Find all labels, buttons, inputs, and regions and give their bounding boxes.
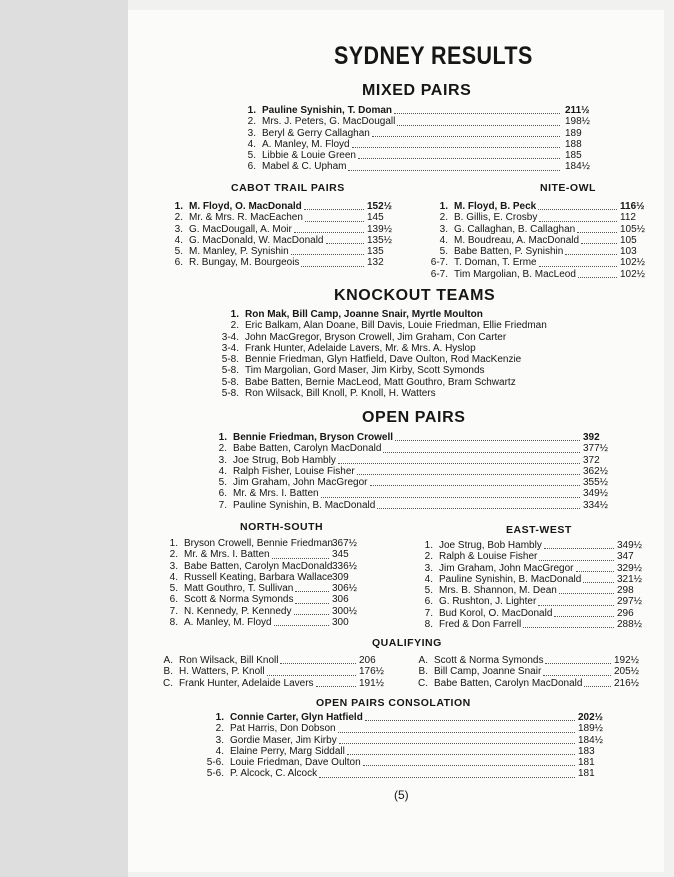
result-score: 112 [620,212,636,224]
result-score: 184½ [565,161,591,173]
result-rank: 1. [174,201,183,212]
dot-leader [280,663,356,664]
result-names: Eric Balkam, Alan Doane, Bill Davis, Louie Friedman, Ellie Friedman [245,320,547,332]
result-rank: 2. [215,723,224,735]
result-names: G. Rushton, J. Lighter [439,596,537,608]
result-rank: 4. [247,138,256,150]
east-west-heading: EAST-WEST [506,524,572,536]
knockout-heading: KNOCKOUT TEAMS [334,287,496,304]
result-rank: 5-8. [221,365,239,377]
result-names: Babe Batten, Carolyn MacDonald [184,560,333,572]
result-names: G. MacDougall, A. Moir [189,223,292,235]
result-score: 152½ [367,201,393,212]
result-rank: 5-6. [206,757,224,769]
dot-leader [294,614,329,615]
result-rank: 3. [247,127,256,139]
dot-leader [267,675,356,676]
result-score: 135 [367,246,384,258]
result-rank: 1. [439,201,448,212]
result-names: Louie Friedman, Dave Oulton [230,757,361,769]
result-score: 189 [565,127,582,139]
result-names: Ron Wilsack, Bill Knoll [179,655,279,666]
result-names: Fred & Don Farrell [439,619,522,631]
result-rank: 3-4. [221,342,239,354]
qualifying-heading: QUALIFYING [372,637,442,649]
result-score: 367½ [332,538,358,549]
result-rank: A. [163,655,173,666]
result-rank: 4. [424,573,433,585]
result-rank: 5. [169,583,178,595]
result-score: 102½ [620,257,646,269]
result-names: M. Manley, P. Synishin [189,246,289,258]
dot-leader [295,603,329,604]
result-score: 345 [332,549,349,561]
result-score: 349½ [617,540,643,551]
result-score: 116½ [620,201,645,212]
result-score: 198½ [565,116,591,128]
result-names: Pat Harris, Don Dobson [230,723,336,735]
result-score: 392 [583,432,600,443]
result-rank: 7. [218,499,227,511]
result-score: 306 [332,594,349,606]
dot-leader [395,440,580,441]
result-names: B. Gillis, E. Crosby [454,212,538,224]
page-number: (5) [394,788,409,802]
result-score: 192½ [614,655,640,666]
dot-leader [539,221,617,222]
result-rank: 2. [439,212,448,224]
result-names: Bennie Friedman, Glyn Hatfield, Dave Oulton, Rod MacKenzie [245,354,522,366]
result-names: M. Floyd, O. MacDonald [189,201,302,212]
dot-leader [338,732,575,733]
result-score: 296 [617,607,634,619]
dot-leader [539,266,617,267]
result-names: Ralph Fisher, Louise Fisher [233,465,355,477]
result-names: Gordie Maser, Jim Kirby [230,734,337,746]
result-names: Joe Strug, Bob Hambly [233,454,336,466]
result-rank: 2. [424,551,433,563]
result-rank: C. [418,677,428,689]
result-score: 105 [620,234,637,246]
result-rank: B. [163,666,173,678]
result-rank: 5-8. [221,354,239,366]
result-rank: 1. [218,432,227,443]
result-rank: 6. [424,596,433,608]
result-names: Elaine Perry, Marg Siddall [230,745,345,757]
result-names: P. Alcock, C. Alcock [230,768,318,780]
cabot-trail-heading: CABOT TRAIL PAIRS [231,182,345,194]
result-score: 349½ [583,488,609,500]
result-rank: 1. [215,712,224,723]
result-score: 191½ [359,677,385,689]
result-score: 329½ [617,562,643,574]
result-score: 321½ [617,573,643,585]
result-score: 300½ [332,605,358,617]
open-pairs-heading: OPEN PAIRS [362,409,466,426]
result-names: A. Manley, M. Floyd [184,617,272,629]
dot-leader [559,593,614,594]
result-score: 205½ [614,666,640,678]
result-names: Libbie & Louie Green [262,150,356,162]
result-rank: 7. [169,605,178,617]
result-rank: 5. [218,477,227,489]
result-names: Bryson Crowell, Bennie Friedman [184,538,333,549]
result-rank: 4. [218,465,227,477]
result-names: Bill Camp, Joanne Snair [434,666,542,678]
result-score: 132 [367,257,384,269]
result-names: Ron Wilsack, Bill Knoll, P. Knoll, H. Watters [245,388,436,400]
dot-leader [348,170,560,171]
result-score: 347 [617,551,634,563]
result-names: Tim Margolian, Gord Maser, Jim Kirby, Scott Symonds [245,365,485,377]
result-rank: 4. [439,234,448,246]
result-rank: 3. [174,223,183,235]
result-score: 139½ [367,223,393,235]
result-rank: 5. [174,246,183,258]
result-names: Babe Batten, Carolyn MacDonald [434,677,583,689]
result-names: Mr. & Mrs. R. MacEachen [189,212,303,224]
dot-leader [272,558,329,559]
result-rank: 4. [169,571,178,583]
result-rank: 1. [247,105,256,116]
result-rank: 5-6. [206,768,224,780]
result-names: Frank Hunter, Adelaide Lavers [179,677,314,689]
dot-leader [577,232,617,233]
result-score: 206 [359,655,376,666]
north-south-heading: NORTH-SOUTH [240,521,324,533]
result-score: 298 [617,585,634,597]
result-score: 306½ [332,583,358,595]
dot-leader [538,209,617,210]
consolation-heading: OPEN PAIRS CONSOLATION [316,697,471,709]
result-names: Babe Batten, P. Synishin [454,246,564,258]
dot-leader [538,605,614,606]
dot-leader [365,720,575,721]
result-score: 185 [565,150,582,162]
result-rank: 3. [424,562,433,574]
dot-leader [357,474,580,475]
dot-leader [523,627,614,628]
result-score: 145 [367,212,384,224]
result-names: Frank Hunter, Adelaide Lavers, Mr. & Mrs. A. Hyslop [245,342,476,354]
dot-leader [554,616,614,617]
result-names: Pauline Synishin, T. Doman [262,105,393,116]
dot-leader [377,508,580,509]
result-score: 135½ [367,234,393,246]
dot-leader [394,113,560,114]
result-score: 297½ [617,596,643,608]
result-rank: 2. [230,320,239,332]
result-rank: 6. [169,594,178,606]
result-names: Scott & Norma Symonds [184,594,294,606]
result-names: Joe Strug, Bob Hambly [439,540,542,551]
result-rank: 6-7. [430,268,448,280]
result-names: Ralph & Louise Fisher [439,551,538,563]
result-names: Beryl & Gerry Callaghan [262,127,370,139]
result-score: 334½ [583,499,609,511]
result-names: A. Manley, M. Floyd [262,138,350,150]
result-names: Babe Batten, Bernie MacLeod, Matt Gouthro, Bram Schwartz [245,376,516,388]
dot-leader [545,663,611,664]
result-names: N. Kennedy, P. Kennedy [184,605,292,617]
result-rank: 5. [424,585,433,597]
result-score: 189½ [578,723,604,735]
result-rank: 2. [174,212,183,224]
result-names: Matt Gouthro, T. Sullivan [184,583,294,595]
result-rank: 2. [247,116,256,128]
binding-shadow [0,0,128,877]
result-rank: 3. [439,223,448,235]
nite-owl-heading: NITE-OWL [540,182,596,194]
result-score: 309 [332,571,349,583]
result-score: 336½ [332,560,358,572]
result-score: 355½ [583,477,609,489]
result-rank: 1. [230,309,239,320]
result-rank: 6. [174,257,183,269]
result-rank: 1. [424,540,433,551]
result-names: John MacGregor, Bryson Crowell, Jim Graham, Con Carter [245,331,507,343]
result-score: 176½ [359,666,385,678]
dot-leader [294,232,364,233]
result-score: 181 [578,757,595,769]
result-names: Tim Margolian, B. MacLeod [454,268,576,280]
result-names: M. Floyd, B. Peck [454,201,537,212]
result-rank: 8. [424,619,433,631]
dot-leader [358,158,560,159]
result-names: Pauline Synishin, B. MacDonald [233,499,376,511]
result-names: Mr. & Mrs. I. Batten [184,549,270,561]
dot-leader [543,675,611,676]
result-score: 181 [578,768,595,780]
result-score: 216½ [614,677,640,689]
dot-leader [319,777,575,778]
result-score: 300 [332,617,349,629]
result-rank: 2. [218,443,227,455]
result-names: Scott & Norma Symonds [434,655,544,666]
result-names: R. Bungay, M. Bourgeois [189,257,300,269]
dot-leader [576,571,614,572]
result-rank: C. [163,677,173,689]
result-rank: 4. [215,745,224,757]
dot-leader [363,765,575,766]
result-rank: 5-8. [221,376,239,388]
result-names: Mrs. B. Shannon, M. Dean [439,585,557,597]
result-names: Bud Korol, O. MacDonald [439,607,553,619]
dot-leader [274,625,329,626]
page-title: SYDNEY RESULTS [334,42,533,70]
result-names: Ron Mak, Bill Camp, Joanne Snair, Myrtle Moulton [245,309,483,320]
dot-leader [397,125,560,126]
result-score: 183 [578,745,595,757]
result-names: Babe Batten, Carolyn MacDonald [233,443,382,455]
dot-leader [584,686,611,687]
result-rank: 8. [169,617,178,629]
dot-leader [539,560,614,561]
result-score: 102½ [620,268,646,280]
result-names: Mabel & C. Upham [262,161,347,173]
dot-leader [304,209,364,210]
result-rank: B. [418,666,428,678]
result-names: H. Watters, P. Knoll [179,666,265,678]
dot-leader [301,266,364,267]
result-names: Bennie Friedman, Bryson Crowell [233,432,394,443]
result-score: 184½ [578,734,604,746]
result-rank: 5-8. [221,388,239,400]
result-names: Russell Keating, Barbara Wallace [184,571,333,583]
result-score: 362½ [583,465,609,477]
result-score: 288½ [617,619,643,631]
result-score: 103 [620,246,637,258]
result-rank: 5. [439,246,448,258]
result-rank: 3-4. [221,331,239,343]
dot-leader [321,497,580,498]
result-rank: 4. [174,234,183,246]
dot-leader [370,485,580,486]
result-names: T. Doman, T. Erme [454,257,537,269]
result-rank: 5. [247,150,256,162]
result-rank: 2. [169,549,178,561]
result-names: M. Boudreau, A. MacDonald [454,234,580,246]
result-rank: 3. [218,454,227,466]
dot-leader [372,136,560,137]
dot-leader [581,243,617,244]
result-score: 105½ [620,223,646,235]
result-names: G. MacDonald, W. MacDonald [189,234,324,246]
dot-leader [347,754,575,755]
result-score: 377½ [583,443,609,455]
result-names: Jim Graham, John MacGregor [439,562,574,574]
dot-leader [565,254,617,255]
dot-leader [383,452,580,453]
result-names: Mr. & Mrs. I. Batten [233,488,319,500]
dot-leader [352,147,560,148]
dot-leader [338,463,580,464]
result-names: Pauline Synishin, B. MacDonald [439,573,582,585]
dot-leader [339,743,575,744]
result-rank: 1. [169,538,178,549]
dot-leader [578,277,617,278]
result-rank: A. [418,655,428,666]
result-rank: 6. [247,161,256,173]
result-score: 372 [583,454,600,466]
result-score: 211½ [565,105,590,116]
dot-leader [544,548,614,549]
result-score: 202½ [578,712,604,723]
result-rank: 3. [169,560,178,572]
dot-leader [316,686,356,687]
dot-leader [583,582,614,583]
result-rank: 6-7. [430,257,448,269]
result-rank: 6. [218,488,227,500]
dot-leader [295,591,329,592]
dot-leader [291,254,364,255]
result-names: Connie Carter, Glyn Hatfield [230,712,363,723]
result-names: Jim Graham, John MacGregor [233,477,368,489]
result-score: 188 [565,138,582,150]
dot-leader [305,221,364,222]
result-rank: 7. [424,607,433,619]
result-rank: 3. [215,734,224,746]
result-names: Mrs. J. Peters, G. MacDougall [262,116,396,128]
mixed-pairs-heading: MIXED PAIRS [362,82,472,99]
dot-leader [326,243,364,244]
result-names: G. Callaghan, B. Callaghan [454,223,576,235]
